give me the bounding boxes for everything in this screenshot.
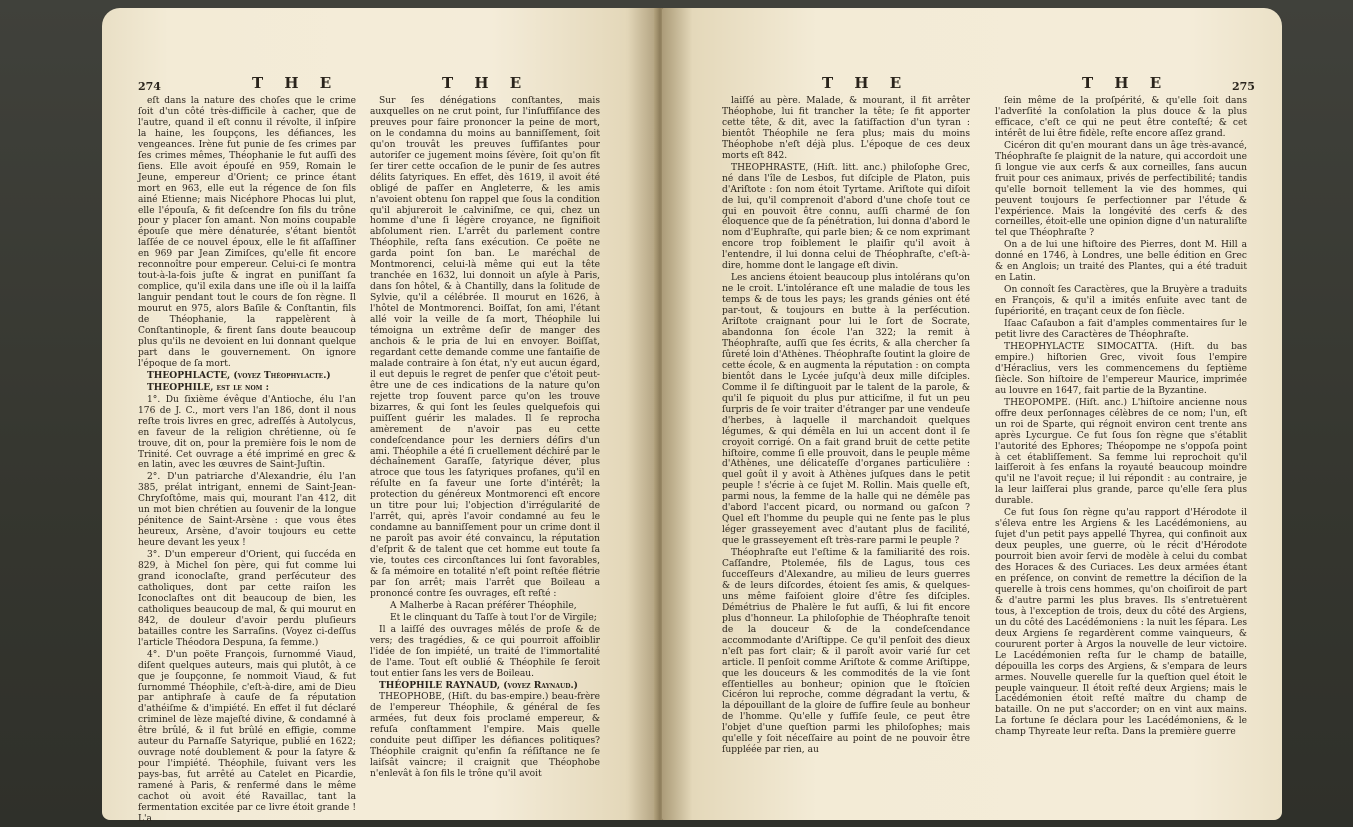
paragraph: THEOPHOBE, (Hiſt. du bas-empire.) beau-frère de l'empereur Théophile, & général de ſes armées, fut deux fois proclamé empereur, & refuſa conſtamment l'empire. Mais quelle conduite peut diſſiper les défiances politiques? Théophile craignit qu'enfin ſa réſiſtance ne ſe laiſsât vaincre; il craignit que Théophobe n'enlevât à ſon fils le trône qu'il avoit bbox=[370, 692, 600, 780]
right-column-2 bbox=[995, 96, 1247, 806]
left-column-1 bbox=[138, 96, 356, 824]
right-page-header bbox=[662, 74, 1282, 96]
paragraph: Ce fut ſous ſon règne qu'au rapport d'Hérodote il s'éleva entre les Argiens & les Lacédémoniens, au ſujet d'un petit pays appellé Thyrea, qui confinoit aux deux peuples, une guerre, où le récit d'Hérodote pourroit bien avoir ſervi de modèle à celui du combat des Horaces & des Curiaces. Les deux armées étant en préſence, on convint de remettre la déciſion de la querelle à trois cens hommes, qu'on choiſiroit de part & d'autre parmi les plus braves. Ils s'entretuèrent tous, à l'exception de trois, deux du côté des Argiens, un du côté des Lacédémoniens : la nuit les ſépara. Les deux Argiens ſe regardèrent comme vainqueurs, & coururent porter à Argos la nouvelle de leur victoire. Le Lacédémonien reſta ſur le champ de bataille, dépouilla les corps des Argiens, & s'empara de leurs armes. Nouvelle querelle ſur la queſtion quel étoit le peuple vainqueur. Il étoit reſté deux Argiens; mais le Lacédémonien étoit reſté maître du champ de bataille. On ne put s'accorder; on en vint aux mains. La fortune ſe déclara pour les Lacédémoniens, & le champ Thyreate leur reſta. Dans la première guerre bbox=[995, 508, 1247, 738]
paragraph: 1°. Du ſixième évêque d'Antioche, élu l'an 176 de J. C., mort vers l'an 186, dont il nous reſte trois livres en grec, adreſſés à Autolycus, en faveur de la religion chrétienne, où ſe trouve, dit on, pour la première fois le nom de Trinité. Cet ouvrage a été imprimé en grec & en latin, avec les œuvres de Saint-Juſtin. bbox=[138, 394, 356, 471]
paragraph: Sur ſes dénégations conſtantes, mais auxquelles on ne crut point, ſur l'inſuffiſance des preuves pour faire prononcer la peine de mort, on le condamna du moins au banniſſement, ſoit qu'on trouvât les preuves ſuffiſantes pour autoriſer ce jugement moins ſévère, ſoit qu'on fît ſer tirer cette occaſion de le punir de ſes autres délits ſatyriques. En effet, dès 1619, il avoit été obligé de paſſer en Angleterre, & les amis n'avoient obtenu ſon rappel que ſous la condition qu'il abjureroit le calviniſme, ce qui, chez un homme d'une ſi légère croyance, ne ſignifioit abſolument rien. L'arrêt du parlement contre Théophile, reſta ſans exécution. Ce poëte ne garda point ſon ban. Le maréchal de Montmorenci, celui-là même qui eut la tête tranchée en 1632, lui donnoit un aſyle à Paris, dans ſon hôtel, & à Chantilly, dans la ſolitude de Sylvie, qu'il a célébrée. Il mourut en 1626, à l'hôtel de Montmorenci. Boiſſat, ſon ami, l'étant allé voir la veille de ſa mort, Théophile lui témoigna un extrême deſir de manger des anchois & le pria de lui en envoyer. Boiſſat, regardant cette demande comme une fantaiſie de malade contraire à ſon état, n'y eut aucun égard, il eut depuis le regret de penſer que c'étoit peut-être une de ces indications de la nature qu'on rejette trop ſouvent parce qu'on les trouve bizarres, & qui ſont les ſeules quelquefois qui puiſſent guérir les malades. Il ſe reprocha amèrement de n'avoir pas eu cette condeſcendance pour les derniers déſirs d'un ami. Théophile a été ſi cruellement déchiré par le déchaînement Garaſſe, ſatyrique déver, plus atroce que tous les ſatyriques profanes, qu'il en réſulte en ſa faveur une ſorte d'intérêt; la protection du généreux Montmorenci eſt encore un titre pour lui; l'objection d'irrégularité de l'arrêt, qui, après l'avoir condamné au feu le condamne au banniſſement pour un crime dont il ne paroît pas avoir été convaincu, la réputation d'eſprit & de talent que cet homme eut toute ſa vie, toutes ces circonſtances lui ſont favorables, & ſa mémoire en totalité n'eſt point reſtée flétrie par ſon arrêt; mais l'arrêt que Boileau a prononcé contre ſes ouvrages, eſt reſté : bbox=[370, 96, 600, 599]
entry-heading: THEOPHLACTE, (voyez Théophylacte.) bbox=[147, 369, 331, 381]
paragraph: On a de lui une hiſtoire des Pierres, dont M. Hill a donné en 1746, à Londres, une belle édition en Grec & en Anglois; un traité des Plantes, qui a été traduit en Latin. bbox=[995, 240, 1247, 284]
paragraph: 2°. D'un patriarche d'Alexandrie, élu l'an 385, prélat intrigant, ennemi de Saint-Jean-Chryſoſtôme, mais qui, mourant l'an 412, dit un mot bien chrétien au ſouvenir de la longue pénitence de Saint-Arsène : que vous êtes heureux, Arsène, d'avoir toujours eu cette heure devant les yeux ! bbox=[138, 472, 356, 549]
paragraph: THEOPOMPE. (Hiſt. anc.) L'hiſtoire ancienne nous offre deux perſonnages célèbres de ce nom; l'un, eſt un roi de Sparte, qui régnoit environ cent trente ans après Lycurgue. Ce fut ſous ſon règne que s'établit l'autorité des Ephores; Théopompe ne s'oppoſa point à cet établiſſement. Sa femme lui reprochoit qu'il laiſſeroit à ſes enfans la royauté beaucoup moindre qu'il ne l'avoit reçue; il lui répondit : au contraire, je la leur laiſſerai plus grande, parce qu'elle ſera plus durable. bbox=[995, 397, 1247, 507]
paragraph: Il a laiſſé des ouvrages mêlés de proſe & de vers; des tragédies, & ce qui pourroit affoiblir l'idée de ſon impiété, un traité de l'immortalité de l'ame. Tout eſt oublié & Théophile ſe ſeroit tout entier ſans les vers de Boileau. bbox=[370, 624, 600, 679]
left-page bbox=[102, 8, 658, 824]
right-column-1 bbox=[722, 96, 970, 806]
entry-heading: THÉOPHILE RAYNAUD, (voyez Raynaud.) bbox=[379, 679, 578, 691]
entry-heading: THEOPHILE, eſt le nom : bbox=[147, 381, 269, 393]
left-page-header bbox=[102, 74, 658, 96]
paragraph: Théophraſte eut l'eſtime & la familiarité des rois. Caſſandre, Ptolemée, fils de Lagus, tous ces ſucceſſeurs d'Alexandre, au milieu de leurs guerres & de leurs diſcordes, étoient ſes amis, & quelques-uns même faiſoient gloire d'être ſes diſciples. Démétrius de Phalère le fut auſſi, & lui fit encore plus d'honneur. La philoſophie de Théophraſte tenoit de la douceur & de la condeſcendance accommodante d'Ariſtippe. Ce qu'il penſoit des dieux n'eſt pas fort clair; & il paroît avoir varié ſur cet article. Il penſoit comme Ariſtote & comme Ariſtippe, que les douceurs & les commodités de la vie ſont eſſentielles au bonheur; opinion que le ſtoïcien Cicéron lui reproche, comme dégradant la vertu, & la dépouillant de la gloire de ſuffire ſeule au bonheur de l'homme. Qu'elle y ſuffiſe ſeule, ce peut être l'objet d'une queſtion parmi les philoſophes; mais qu'elle y ſoit néceſſaire au point de ne pouvoir être ſuppléée par rien, au bbox=[722, 548, 970, 756]
paragraph: eſt dans la nature des choſes que le crime ſoit d'un côté très-difficile à cacher, que de l'autre, quand il eſt connu il révolte, il inſpire la haine, les ſoupçons, les défiances, les vengeances. Irène fut punie de ſes crimes par ſes crimes mêmes, Théophanie le fut auſſi des ſiens. Elle avoit épouſé en 959, Romain le Jeune, empereur d'Orient; ce prince étant mort en 963, elle eut la régence de ſon fils ainé Etienne; mais Nicéphore Phocas lui plut, elle l'épouſa, & fit deſcendre ſon fils du trône pour y placer ſon amant. Non moins coupable épouſe que mère dénaturée, s'étant bientôt laſſée de ce nouvel époux, elle le fit aſſaſſiner en 969 par Jean Zimiſces, qu'elle fit encore reconnoître pour empereur. Celui-ci ſe montra tout-à-la-fois juſte & ingrat en puniſſant ſa complice, qu'il exila dans une iſle où il la laiſſa languir pendant tout le cours de ſon règne. Il mourut en 975, alors Baſile & Conſtantin, fils de Théophanie, la rappelèrent à Conſtantinople, & firent ſans doute beaucoup plus qu'ils ne devoient en lui donnant quelque part dans le gouvernement. On ignore l'époque de ſa mort. bbox=[138, 96, 356, 369]
right-page-number: 275 bbox=[1232, 80, 1255, 93]
right-page bbox=[662, 8, 1282, 820]
left-running-head-2: T H E bbox=[442, 74, 530, 92]
paragraph: Cicéron dit qu'en mourant dans un âge très-avancé, Théophraſte ſe plaignit de la nature, qui accordoit une ſi longue vie aux cerfs & aux corneilles, ſans aucun fruit pour ces animaux, privés de perfectibilité; tandis qu'elle bornoit tellement la vie des hommes, qui peuvent toujours ſe perfectionner par l'étude & l'expérience. Mais la longévité des cerfs & des corneilles, étoit-elle une opinion digne d'un naturaliſte tel que Théophraſte ? bbox=[995, 140, 1247, 239]
paragraph: Les anciens étoient beaucoup plus intolérans qu'on ne le croit. L'intolérance eſt une maladie de tous les temps & de tous les pays; les grands génies ont été par-tout, & toujours en butte à la perſécution. Ariſtote craignant pour lui le ſort de Socrate, abandonna ſon école l'an 322; la remit à Théophraſte, auſſi que ſes écrits, & alla chercher ſa ſûreté loin d'Athènes. Théophraſte ſoutint la gloire de cette école, & en augmenta la réputation : on compta bientôt dans le Lycée juſqu'à deux mille diſciples. Comme il ſe diſtinguoit par le talent de la parole, & qu'il ſe piquoit du plus pur atticiſme, il fut un peu ſurpris de ſe voir traiter d'étranger par une vendeuſe d'herbes, à laquelle il marchandoit quelques légumes, & qui démêla en lui un accent dont il ſe croyoit corrigé. On a fait grand bruit de cette petite hiſtoire, comme ſi elle prouvoit, dans le peuple même d'Athènes, une délicateſſe d'organes particulière : quel goût il y avoit à Athènes juſques dans le petit peuple ! s'écrie à ce ſujet M. Rollin. Mais quelle eſt, parmi nous, la femme de la halle qui ne démêle pas d'abord l'accent picard, ou normand ou gaſcon ? Quel eſt l'homme du peuple qui ne ſente pas le plus léger grasseyement avec d'autant plus de facilité, que le grasseyement eſt très-rare parmi le peuple ? bbox=[722, 273, 970, 547]
paragraph: laiſſé au père. Malade, & mourant, il fit arrêter Théophobe, lui fit trancher la tête; ſe fit apporter cette tête, & dit, avec la ſatiſfaction d'un tyran : bientôt Théophile ne ſera plus; mais du moins Théophobe n'eſt déjà plus. L'époque de ces deux morts eſt 842. bbox=[722, 96, 970, 161]
paragraph: THEOPHRASTE, (Hiſt. litt. anc.) philoſophe Grec, né dans l'île de Lesbos, fut diſciple de Platon, puis d'Ariſtote : ſon nom étoit Tyrtame. Ariſtote qui diſoit de lui, qu'il comprenoit d'abord d'une choſe tout ce qui en pouvoit être connu, auſſi charmé de ſon éloquence que de ſa pénétration, lui donna d'abord le nom d'Euphraſte, qui parle bien; & ce nom exprimant encore trop foiblement le plaiſir qu'il avoit à l'entendre, il lui donna celui de Théophraſte, c'eſt-à-dire, homme dont le langage eſt divin. bbox=[722, 162, 970, 272]
right-running-head-2: T H E bbox=[1082, 74, 1170, 92]
paragraph: 4°. D'un poëte François, ſurnommé Viaud, diſent quelques auteurs, mais qui plutôt, à ce que je ſoupçonne, ſe nommoit Viaud, & fut ſurnommé Théophile, c'eſt-à-dire, ami de Dieu par antiphraſe à cauſe de ſa réputation d'athéiſme & d'impiété. En effet il fut déclaré criminel de lèze majeſté divine, & condamné à être brûlé, & il fut brûlé en effigie, comme auteur du Parnaſſe Satyrique, publié en 1622; ouvrage noté doublement & pour la ſatyre & pour l'impiété. Théophile, ſuivant vers les pays-bas, fut arrêté au Catelet en Picardie, ramené à Paris, & renfermé dans le même cachot où avoit été Ravaillac, tant la fermentation excitée par ce livre étoit grande ! L'a bbox=[138, 649, 356, 824]
left-running-head-1: T H E bbox=[252, 74, 340, 92]
left-page-number: 274 bbox=[138, 80, 161, 93]
verse-line: Et le clinquant du Taſſe à tout l'or de Virgile; bbox=[390, 612, 597, 623]
right-running-head-1: T H E bbox=[822, 74, 910, 92]
paragraph: On connoît ſes Caractères, que la Bruyère a traduits en François, & qu'il a imités enſuite avec tant de ſupériorité, en traçant ceux de ſon ſiècle. bbox=[995, 285, 1247, 318]
left-column-2 bbox=[370, 96, 600, 806]
paragraph: THEOPHYLACTE SIMOCATTA. (Hiſt. du bas empire.) hiſtorien Grec, vivoit ſous l'empire d'Héraclius, vers les commencemens du ſeptième ſiècle. Son hiſtoire de l'empereur Maurice, imprimée au louvre en 1647, fait partie de la Byzantine. bbox=[995, 341, 1247, 396]
right-page-gutter-shadow bbox=[662, 8, 692, 820]
paragraph: 3°. D'un empereur d'Orient, qui ſuccéda en 829, à Michel ſon père, qui fut comme lui grand iconoclaſte, grand perſécuteur des catholiques, dont par cette raiſon les Iconoclaſtes ont dit beaucoup de bien, les catholiques beaucoup de mal, & qui mourut en 842, de douleur d'avoir perdu pluſieurs batailles contre les Sarraſins. (Voyez ci-deſſus l'article Théodora Despuna, ſa femme.) bbox=[138, 550, 356, 648]
open-book bbox=[102, 8, 1282, 824]
paragraph: Iſaac Caſaubon a fait d'amples commentaires ſur le petit livre des Caractères de Théophraſte. bbox=[995, 319, 1247, 341]
paragraph: ſein même de la proſpérité, & qu'elle ſoit dans l'adverſité la conſolation la plus douce & la plus efficace, c'eſt ce qui ne peut être conteſté; & cet intérêt de lui être fidèle, reſte encore aſſez grand. bbox=[995, 96, 1247, 139]
verse-line: A Malherbe à Racan préférer Théophile, bbox=[390, 600, 577, 611]
